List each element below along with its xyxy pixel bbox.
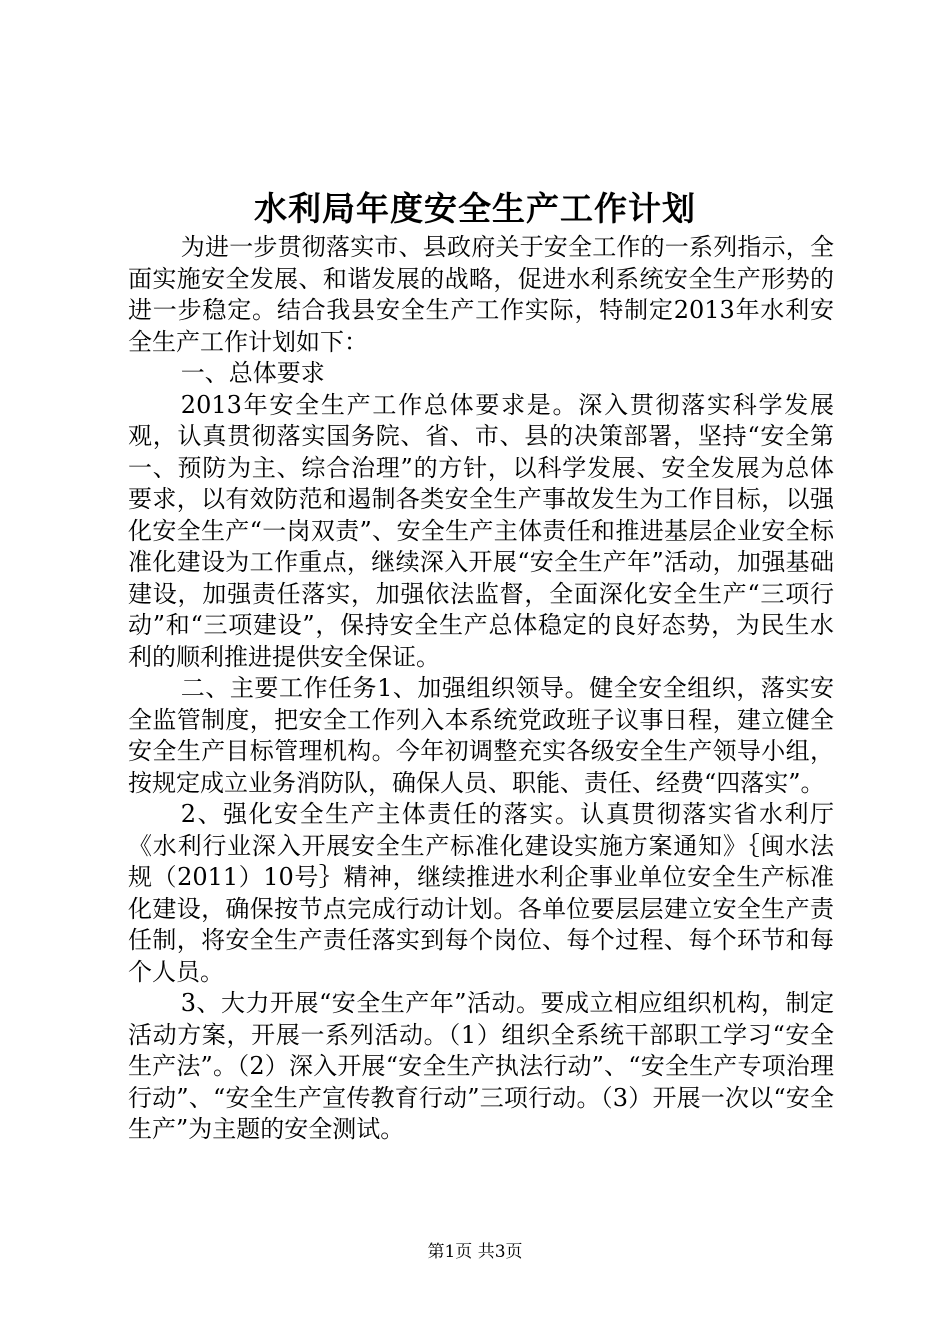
page-number-footer: 第1页 共3页 <box>427 1242 523 1262</box>
intro-paragraph: 为进一步贯彻落实市、县政府关于安全工作的一系列指示，全面实施安全发展、和谐发展的战略，促进水利系统安全生产形势的进一步稳定。结合我县安全生产工作实际，特制定2013年水利安全生产工作计划如下： <box>128 233 834 356</box>
section-heading-general-requirements: 一、总体要求 <box>180 359 325 387</box>
task-2-paragraph: 2、强化安全生产主体责任的落实。认真贯彻落实省水利厅《水利行业深入开展安全生产标准化建设实施方案通知》｛闽水法规（2011）10号｝精神，继续推进水利企事业单位安全生产标准化建设，确保按节点完成行动计划。各单位要层层建立安全生产责任制，将安全生产责任落实到每个岗位、每个过程、每个环节和每个人员。 <box>128 800 834 986</box>
task-3-paragraph: 3、大力开展“安全生产年”活动。要成立相应组织机构，制定活动方案，开展一系列活动。（1）组织全系统干部职工学习“安全生产法”。（2）深入开展“安全生产执法行动”、“安全生产专项治理行动”、“安全生产宣传教育行动”三项行动。（3）开展一次以“安全生产”为主题的安全测试。 <box>128 989 834 1143</box>
main-tasks-paragraph: 二、主要工作任务1、加强组织领导。健全安全组织，落实安全监管制度，把安全工作列入本系统党政班子议事日程，建立健全安全生产目标管理机构。今年初调整充实各级安全生产领导小组，按规定成立业务消防队，确保人员、职能、责任、经费“四落实”。 <box>128 674 834 797</box>
document-body <box>128 232 834 1146</box>
general-requirements-paragraph: 2013年安全生产工作总体要求是。深入贯彻落实科学发展观，认真贯彻落实国务院、省、市、县的决策部署，坚持“安全第一、预防为主、综合治理”的方针，以科学发展、安全发展为总体要求，以有效防范和遏制各类安全生产事故发生为工作目标，以强化安全生产“一岗双责”、安全生产主体责任和推进基层企业安全标准化建设为工作重点，继续深入开展“安全生产年”活动，加强基础建设，加强责任落实，加强依法监督，全面深化安全生产“三项行动”和“三项建设”，保持安全生产总体稳定的良好态势，为民生水利的顺利推进提供安全保证。 <box>128 390 834 671</box>
document-title: 水利局年度安全生产工作计划 <box>254 189 696 228</box>
